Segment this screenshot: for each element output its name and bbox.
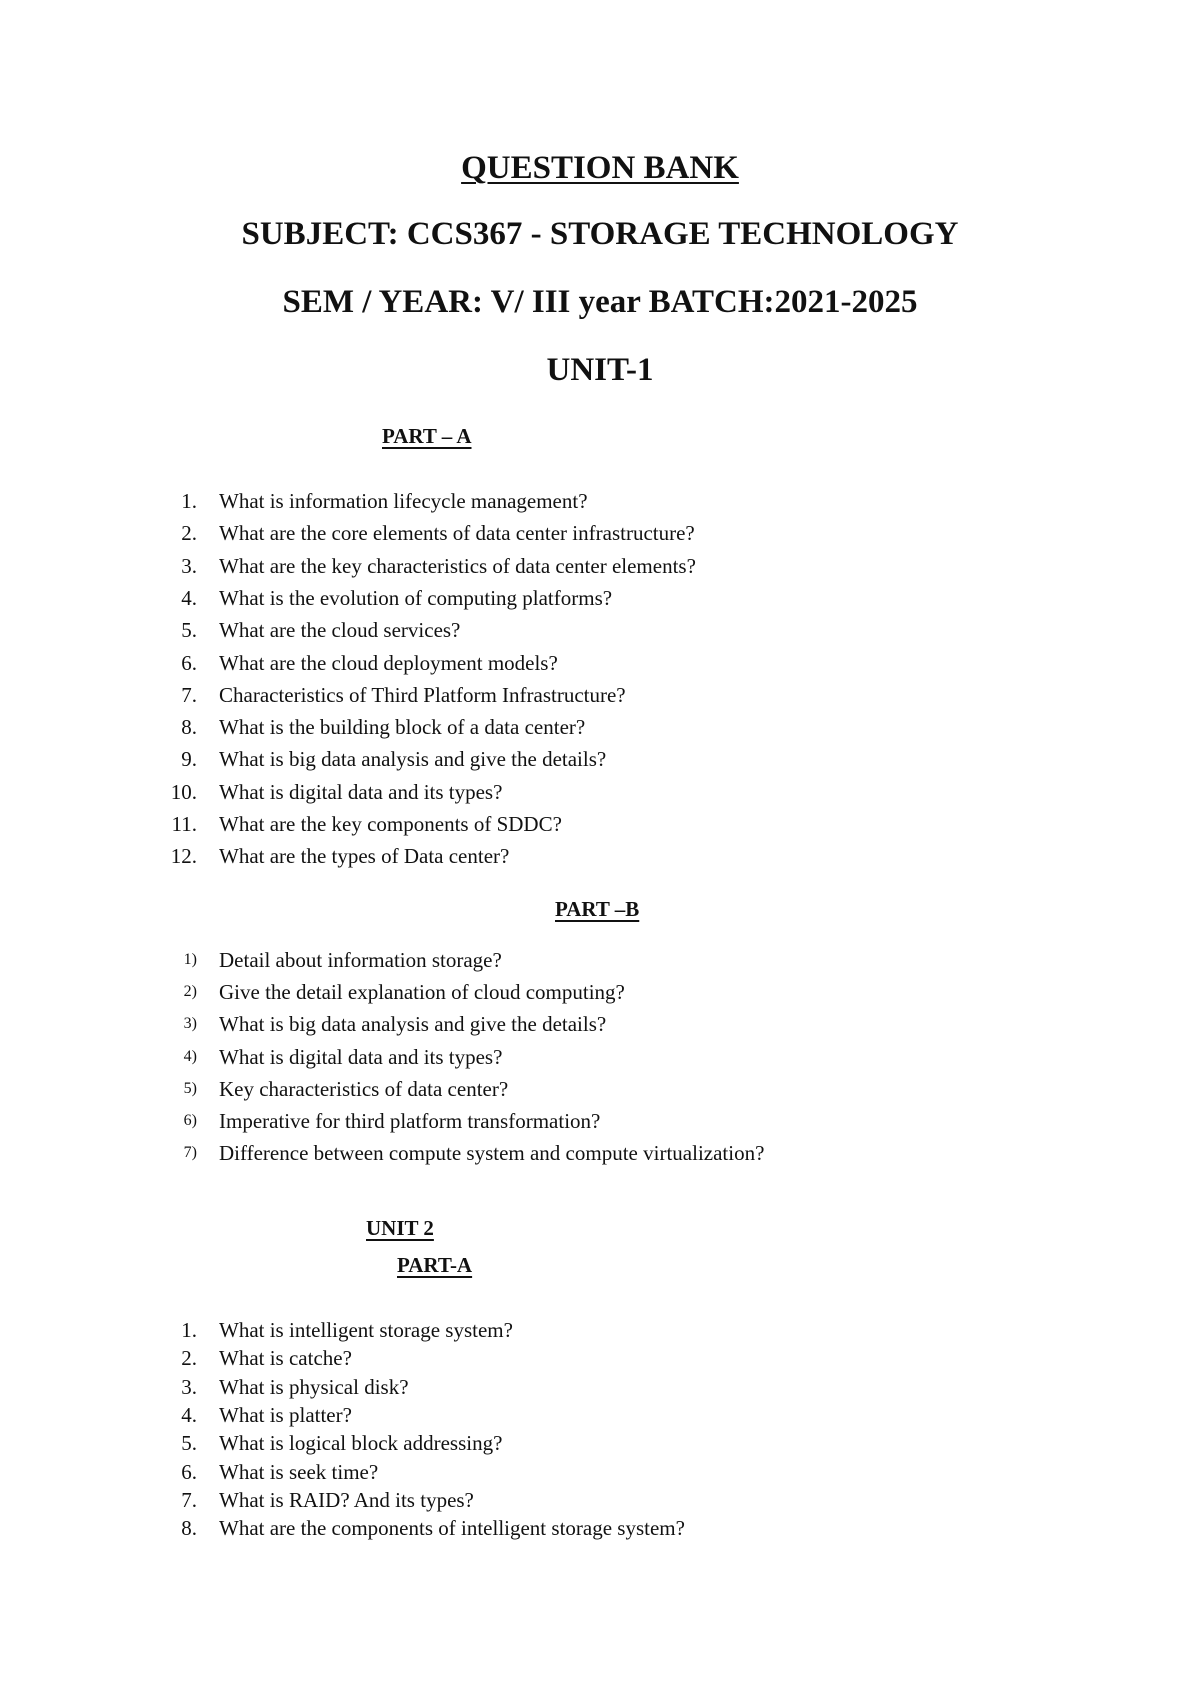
list-item-text: What is information lifecycle management? <box>219 489 588 513</box>
unit1-heading: UNIT-1 <box>546 352 654 388</box>
list-item-number: 3. <box>181 1374 197 1399</box>
list-item-number: 7. <box>181 682 197 707</box>
list-item-text: What is big data analysis and give the details? <box>219 1012 607 1037</box>
list-item-text: What are the key characteristics of data center elements? <box>219 553 696 578</box>
list-item-text: Characteristics of Third Platform Infrastructure? <box>219 682 626 707</box>
list-item-text: What are the cloud deployment models? <box>219 650 558 675</box>
list-item-number: 12. <box>170 844 197 869</box>
list-item-text: What are the components of intelligent storage system? <box>219 1516 685 1541</box>
list-item-text: What is the building block of a data center? <box>219 715 586 740</box>
page-title: QUESTION BANK <box>461 150 739 186</box>
list-item-text: What is big data analysis and give the details? <box>219 747 607 772</box>
list-item-number: 1. <box>181 1318 197 1342</box>
unit2-part-a-heading: PART-A <box>397 1253 473 1277</box>
list-item-text: What is intelligent storage system? <box>219 1318 513 1342</box>
subject-heading: SUBJECT: CCS367 - STORAGE TECHNOLOGY <box>241 216 959 252</box>
list-item-text: What is platter? <box>219 1402 352 1427</box>
list-item-number: 2) <box>183 983 197 1001</box>
list-item-text: Difference between compute system and compute virtualization? <box>219 1141 765 1166</box>
list-item-text: What is logical block addressing? <box>219 1431 503 1456</box>
list-item-text: Give the detail explanation of cloud computing? <box>219 980 625 1005</box>
list-item-number: 5) <box>183 1079 197 1097</box>
list-item-number: 8. <box>181 715 197 740</box>
list-item-number: 7. <box>181 1487 197 1512</box>
list-item-number: 6. <box>181 650 197 675</box>
list-item-text: What are the cloud services? <box>219 618 461 643</box>
list-item-number: 3) <box>183 1015 197 1033</box>
list-item-text: What are the types of Data center? <box>219 844 510 869</box>
list-item-number: 9. <box>181 747 197 772</box>
list-item-text: What is seek time? <box>219 1459 379 1484</box>
list-item-number: 7) <box>183 1144 197 1162</box>
list-item-number: 10. <box>170 779 197 804</box>
list-item-text: What are the key components of SDDC? <box>219 812 562 836</box>
list-item-number: 5. <box>181 1431 197 1456</box>
list-item-text: Key characteristics of data center? <box>219 1076 509 1101</box>
list-item-text: What is digital data and its types? <box>219 1044 503 1069</box>
list-item-number: 1. <box>181 489 197 513</box>
list-item-number: 1) <box>183 951 197 968</box>
sem-year-heading: SEM / YEAR: V/ III year BATCH:2021-2025 <box>282 284 918 320</box>
unit1-part-a-heading: PART – A <box>382 424 472 448</box>
list-item-number: 11. <box>171 812 197 836</box>
list-item-number: 5. <box>181 618 197 643</box>
unit2-heading: UNIT 2 <box>366 1216 434 1240</box>
list-item-number: 8. <box>181 1516 197 1541</box>
unit1-part-b-heading: PART –B <box>555 897 640 921</box>
list-item-number: 6. <box>181 1459 197 1484</box>
list-item-text: What is catche? <box>219 1346 352 1371</box>
list-item-number: 2. <box>181 521 197 546</box>
list-item-text: What is the evolution of computing platforms? <box>219 585 613 610</box>
list-item-number: 2. <box>181 1346 197 1371</box>
list-item-text: What is RAID? And its types? <box>219 1487 474 1512</box>
list-item-number: 6) <box>183 1112 197 1129</box>
list-item-number: 4. <box>181 585 197 610</box>
list-item-text: What is physical disk? <box>219 1374 409 1399</box>
list-item-number: 4) <box>183 1047 197 1065</box>
list-item-text: What is digital data and its types? <box>219 779 503 804</box>
list-item-text: Detail about information storage? <box>219 948 502 972</box>
list-item-text: Imperative for third platform transformation? <box>219 1109 601 1133</box>
list-item-text: What are the core elements of data center infrastructure? <box>219 521 695 546</box>
list-item-number: 3. <box>181 553 197 578</box>
list-item-number: 4. <box>181 1402 197 1427</box>
